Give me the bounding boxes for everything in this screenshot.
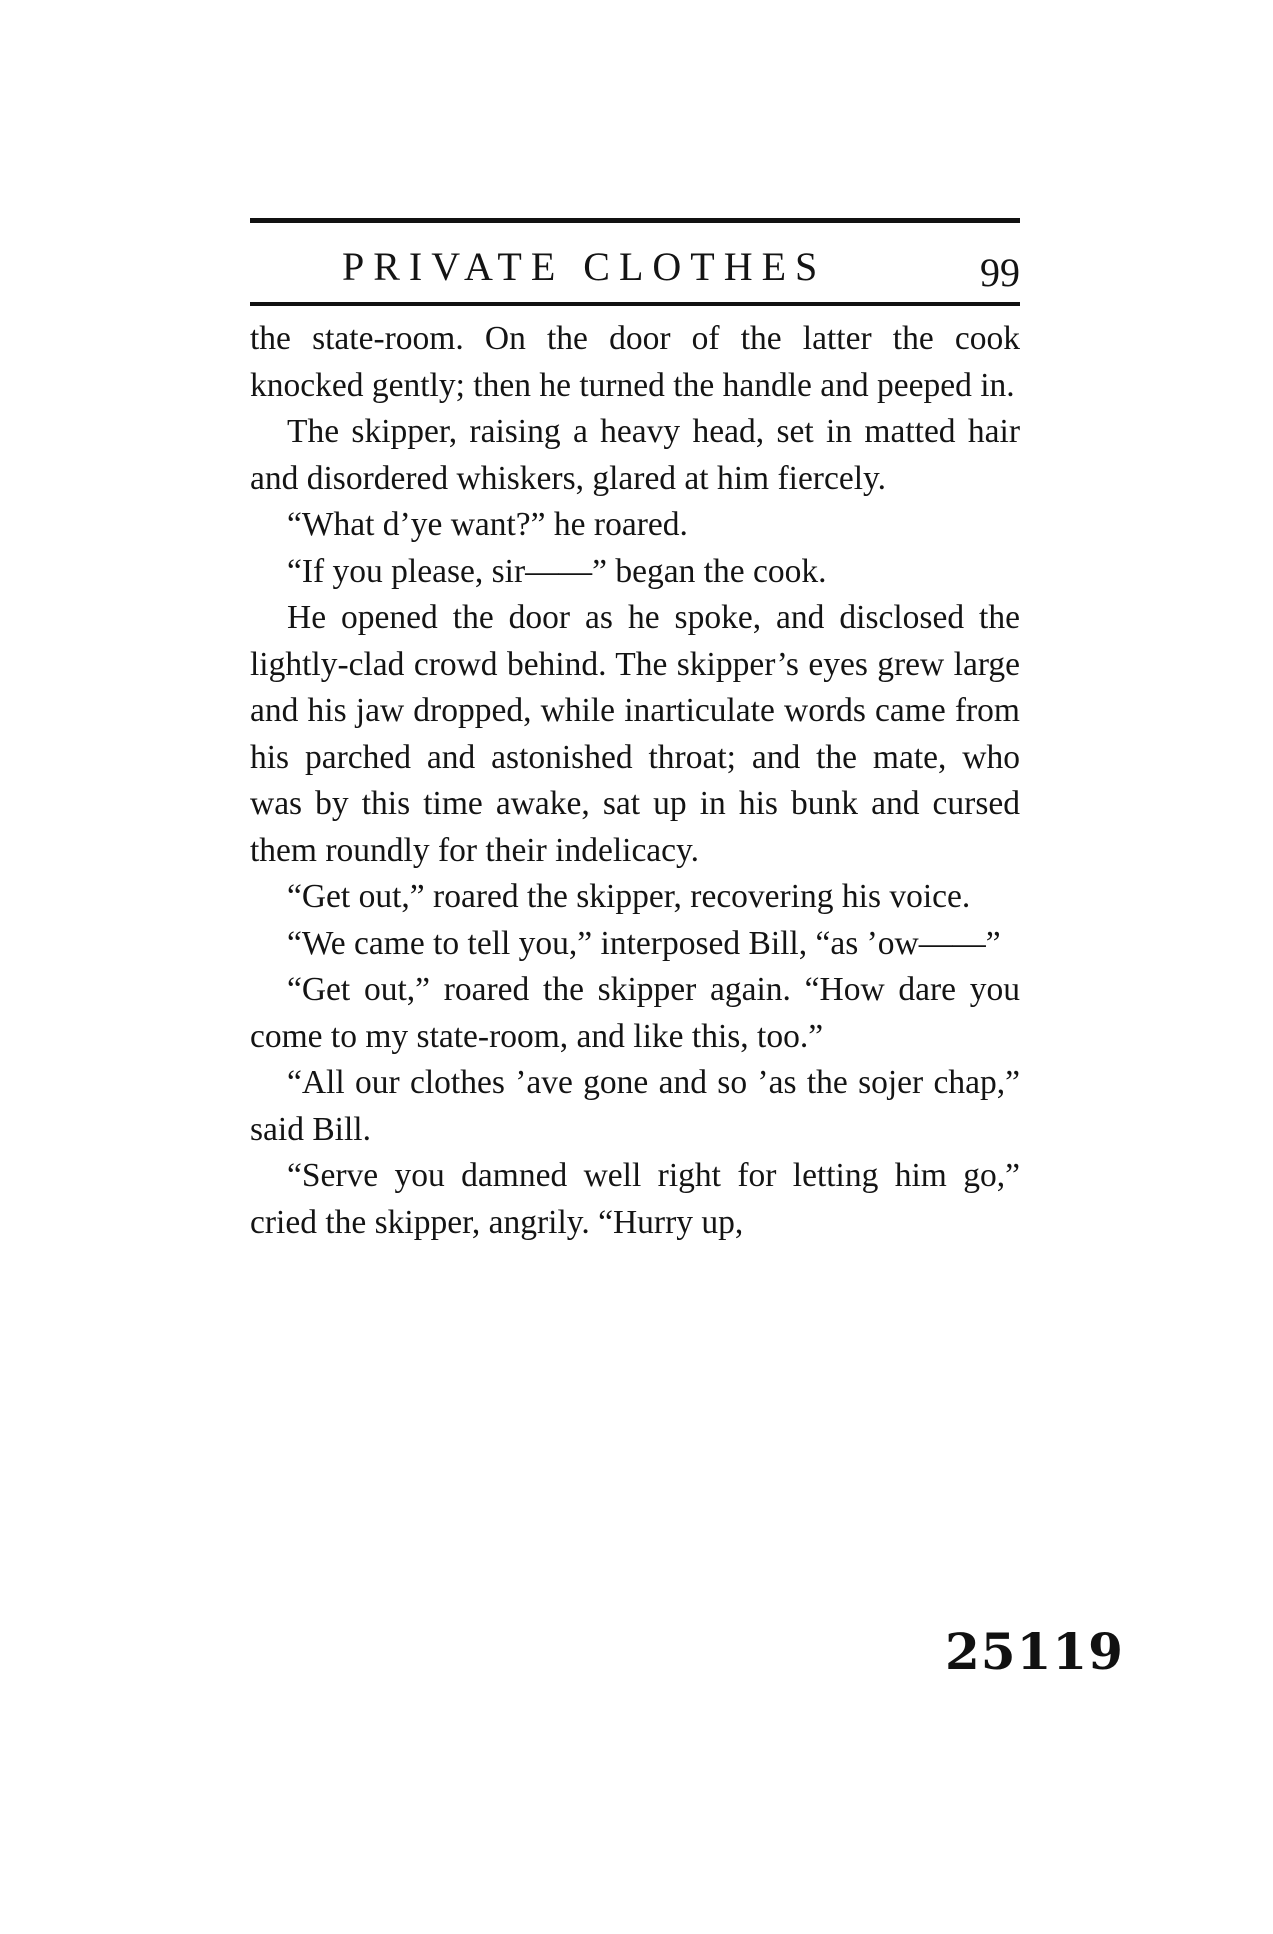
body-text (250, 316, 1020, 1246)
paragraph: “All our clothes ’ave gone and so ’as the sojer chap,” said Bill. (250, 1064, 1020, 1148)
paragraph: “Get out,” roared the skipper, recovering his voice. (287, 878, 971, 915)
paragraph: He opened the door as he spoke, and disclosed the lightly-clad crowd behind. The skipper’s eyes grew large and his jaw dropped, while inarticulate words came from his parched and astonished throat; and the mate, who was by this time awake, sat up in his bunk and cursed them roundly for their indelicacy. (250, 599, 1020, 869)
paragraph: “Serve you damned well right for letting him go,” cried the skipper, angrily. “Hurry up, (250, 1157, 1020, 1241)
paragraph: “We came to tell you,” interposed Bill, “as ’ow——” (287, 924, 1001, 962)
header-rule-top (250, 218, 1020, 223)
paragraph: “What d’ye want?” he roared. (287, 506, 688, 543)
page-header (250, 237, 1020, 297)
running-title: PRIVATE CLOTHES (342, 244, 827, 289)
header-rule-bottom (250, 302, 1020, 306)
page-number: 99 (980, 250, 1020, 295)
paragraph: “If you please, sir——” began the cook. (287, 552, 827, 590)
paragraph: the state-room. On the door of the latter the cook knocked gently; then he turned the handle and peeped in. (250, 320, 1020, 404)
paragraph: “Get out,” roared the skipper again. “How dare you come to my state-room, and like this, too.” (250, 971, 1020, 1055)
paragraph: The skipper, raising a heavy head, set in matted hair and disordered whiskers, glared at him fiercely. (250, 413, 1020, 497)
library-stamp: 25119 (945, 1622, 1124, 1681)
book-page (250, 218, 1020, 1246)
